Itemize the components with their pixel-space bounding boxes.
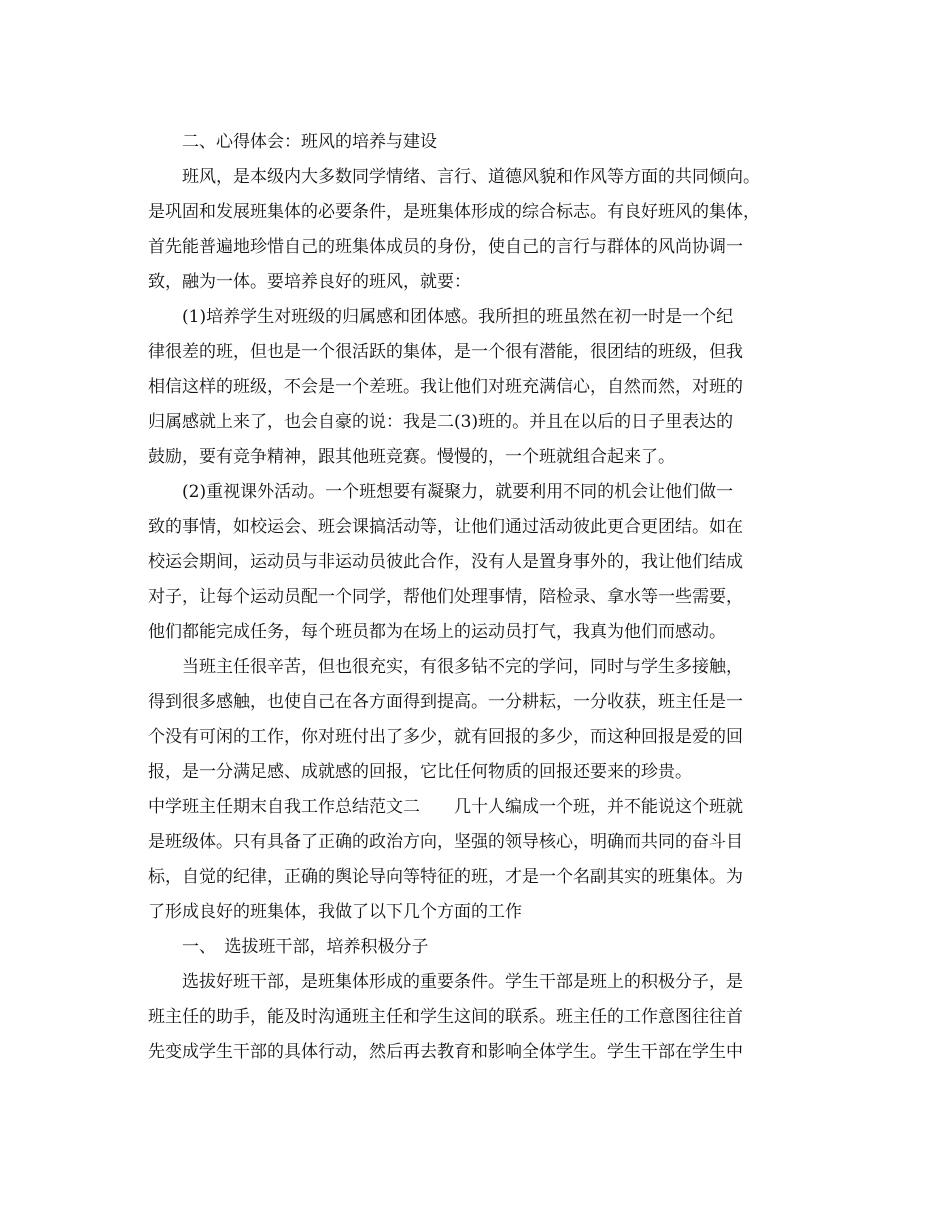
paragraph-line: 是班级体。只有具备了正确的政治方向，坚强的领导核心，明确而共同的奋斗目 <box>148 832 743 852</box>
paragraph-line: 了形成良好的班集体，我做了以下几个方面的工作 <box>148 902 522 922</box>
paragraph-line: 致，融为一体。要培养良好的班风，就要： <box>148 272 471 292</box>
paragraph-line: 个没有可闲的工作，你对班付出了多少，就有回报的多少，而这种回报是爱的回 <box>148 727 743 747</box>
paragraph-line: (2)重视课外活动。一个班想要有凝聚力，就要利用不同的机会让他们做一 <box>148 482 734 502</box>
paragraph-line: 对子，让每个运动员配一个同学，帮他们处理事情，陪检录、拿水等一些需要， <box>148 587 743 607</box>
section-heading-class-style: 二、心得体会：班风的培养与建设 <box>148 132 437 152</box>
paragraph-line: 鼓励，要有竞争精神，跟其他班竞赛。慢慢的，一个班就组合起来了。 <box>148 447 675 467</box>
paragraph-line: 班风，是本级内大多数同学情绪、言行、道德风貌和作风等方面的共同倾向。 <box>148 167 760 187</box>
section-heading-class-leaders: 一、 选拔班干部，培养积极分子 <box>148 937 429 957</box>
paragraph-line: 标，自觉的纪律，正确的舆论导向等特征的班，才是一个名副其实的班集体。为 <box>148 867 743 887</box>
paragraph-line: 首先能普遍地珍惜自己的班集体成员的身份，使自己的言行与群体的风尚协调一 <box>148 237 743 257</box>
article-title-line: 中学班主任期末自我工作总结范文二 几十人编成一个班，并不能说这个班就 <box>148 797 743 817</box>
paragraph-line: 归属感就上来了，也会自豪的说：我是二(3)班的。并且在以后的日子里表达的 <box>148 412 734 432</box>
paragraph-line: 他们都能完成任务，每个班员都为在场上的运动员打气，我真为他们而感动。 <box>148 622 726 642</box>
paragraph-line: 律很差的班，但也是一个很活跃的集体，是一个很有潜能，很团结的班级，但我 <box>148 342 743 362</box>
paragraph-line: 报，是一分满足感、成就感的回报，它比任何物质的回报还要来的珍贵。 <box>148 762 692 782</box>
paragraph-line: 是巩固和发展班集体的必要条件，是班集体形成的综合标志。有良好班风的集体， <box>148 202 760 222</box>
paragraph-line: 相信这样的班级，不会是一个差班。我让他们对班充满信心，自然而然，对班的 <box>148 377 743 397</box>
paragraph-line: 先变成学生干部的具体行动，然后再去教育和影响全体学生。学生干部在学生中 <box>148 1042 743 1062</box>
paragraph-line: (1)培养学生对班级的归属感和团体感。我所担的班虽然在初一时是一个纪 <box>148 307 734 327</box>
paragraph-line: 致的事情，如校运会、班会课搞活动等，让他们通过活动彼此更合更团结。如在 <box>148 517 743 537</box>
paragraph-line: 校运会期间，运动员与非运动员彼此合作，没有人是置身事外的，我让他们结成 <box>148 552 743 572</box>
paragraph-line: 班主任的助手，能及时沟通班主任和学生这间的联系。班主任的工作意图往往首 <box>148 1007 743 1027</box>
paragraph-line: 选拔好班干部，是班集体形成的重要条件。学生干部是班上的积极分子，是 <box>148 972 743 992</box>
paragraph-line: 得到很多感触，也使自己在各方面得到提高。一分耕耘，一分收获，班主任是一 <box>148 692 743 712</box>
paragraph-line: 当班主任很辛苦，但也很充实，有很多钻不完的学问，同时与学生多接触， <box>148 657 743 677</box>
